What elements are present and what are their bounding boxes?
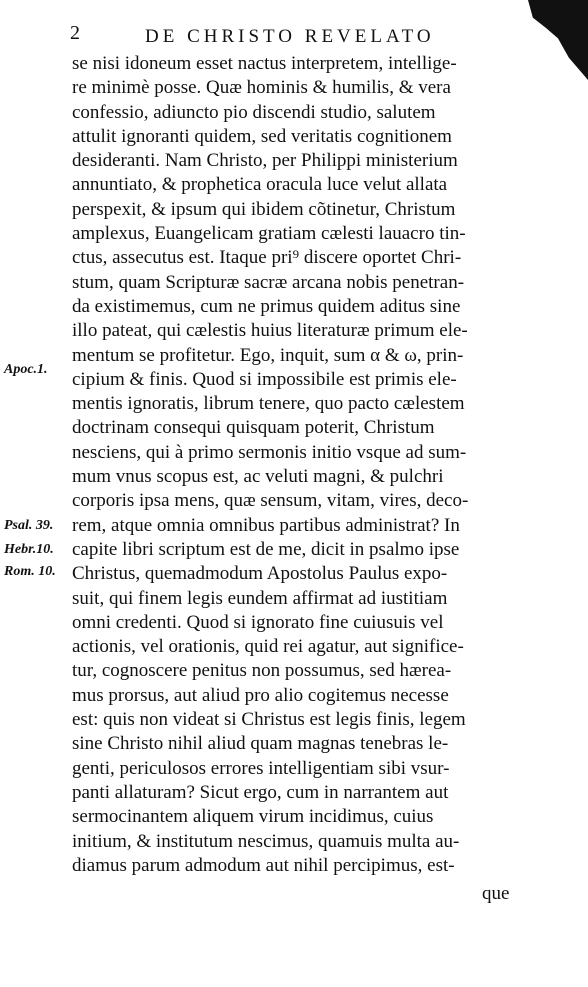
- text-line: annuntiato, & prophetica oracula luce velut allata: [72, 174, 448, 196]
- text-line: Christus, quemadmodum Apostolus Paulus expo-: [72, 563, 448, 585]
- page-corner-damage: [528, 0, 588, 80]
- text-line: desideranti. Nam Christo, per Philippi ministerium: [72, 150, 458, 172]
- text-line: perspexit, & ipsum qui ibidem cõtinetur, Christum: [72, 198, 456, 220]
- margin-note: Psal. 39.: [4, 518, 54, 533]
- body-text: [72, 52, 527, 878]
- text-line: cipium & finis. Quod si impossibile est primis ele-: [72, 368, 457, 390]
- text-line: omni credenti. Quod si ignorato fine cuiusuis vel: [72, 611, 444, 633]
- text-line: doctrinam consequi quisquam poterit, Christum: [72, 417, 435, 439]
- text-line: suit, qui finem legis eundem affirmat ad iustitiam: [72, 587, 448, 609]
- text-line: sine Christo nihil aliud quam magnas tenebras le-: [72, 733, 449, 755]
- text-line: mentis ignoratis, librum tenere, quo pacto cælestem: [72, 393, 465, 415]
- text-line: capite libri scriptum est de me, dicit in psalmo ipse: [72, 538, 460, 560]
- text-line: confessio, adiuncto pio discendi studio, salutem: [72, 101, 436, 123]
- text-line: genti, periculosos errores intelligentiam sibi vsur-: [72, 757, 450, 779]
- text-line: stum, quam Scripturæ sacræ arcana nobis penetran-: [72, 271, 465, 293]
- text-line: diamus parum admodum aut nihil percipimus, est-: [72, 854, 455, 876]
- text-line: panti allaturam? Sicut ergo, cum in narrantem aut: [72, 781, 449, 803]
- margin-note: Hebr.10.: [4, 542, 54, 557]
- text-line: sermocinantem aliquem virum incidimus, cuius: [72, 806, 434, 828]
- catchword: que: [482, 883, 510, 904]
- running-head: DE CHRISTO REVELATO: [145, 26, 435, 47]
- text-line: corporis ipsa mens, quæ sensum, vitam, vires, deco-: [72, 490, 469, 512]
- text-line: actionis, vel orationis, quid rei agatur, aut significe-: [72, 636, 464, 658]
- text-line: amplexus, Euangelicam gratiam cælesti lauacro tin-: [72, 223, 466, 245]
- text-line: initium, & institutum nescimus, quamuis multa au-: [72, 830, 460, 852]
- text-line: illo pateat, qui cælestis huius literaturæ primum ele-: [72, 320, 468, 342]
- text-line: mus prorsus, aut aliud pro alio cogitemus necesse: [72, 684, 449, 706]
- text-line: se nisi idoneum esset nactus interpretem, intellige-: [72, 53, 457, 74]
- text-line: est: quis non videat si Christus est legis finis, legem: [72, 709, 466, 731]
- margin-note: Apoc.1.: [4, 362, 48, 377]
- text-line: attulit ignoranti quidem, sed veritatis cognitionem: [72, 125, 452, 147]
- text-line: nesciens, qui à primo sermonis initio vsque ad sum-: [72, 441, 467, 463]
- text-line: da existimemus, cum ne primus quidem aditus sine: [72, 295, 461, 317]
- text-line: tur, cognoscere penitus non possumus, sed hærea-: [72, 660, 452, 682]
- text-line: mum vnus scopus est, ac veluti magni, & pulchri: [72, 466, 444, 488]
- text-line: rem, atque omnia omnibus partibus administrat? In: [72, 514, 460, 536]
- text-line: mentum se profitetur. Ego, inquit, sum α & ω, prin-: [72, 344, 464, 366]
- page-number: 2: [70, 22, 80, 44]
- text-line: re minimè posse. Quæ hominis & humilis, & vera: [72, 77, 451, 99]
- margin-note: Rom. 10.: [4, 564, 56, 579]
- text-line: ctus, assecutus est. Itaque pri⁹ discere oportet Chri-: [72, 247, 462, 269]
